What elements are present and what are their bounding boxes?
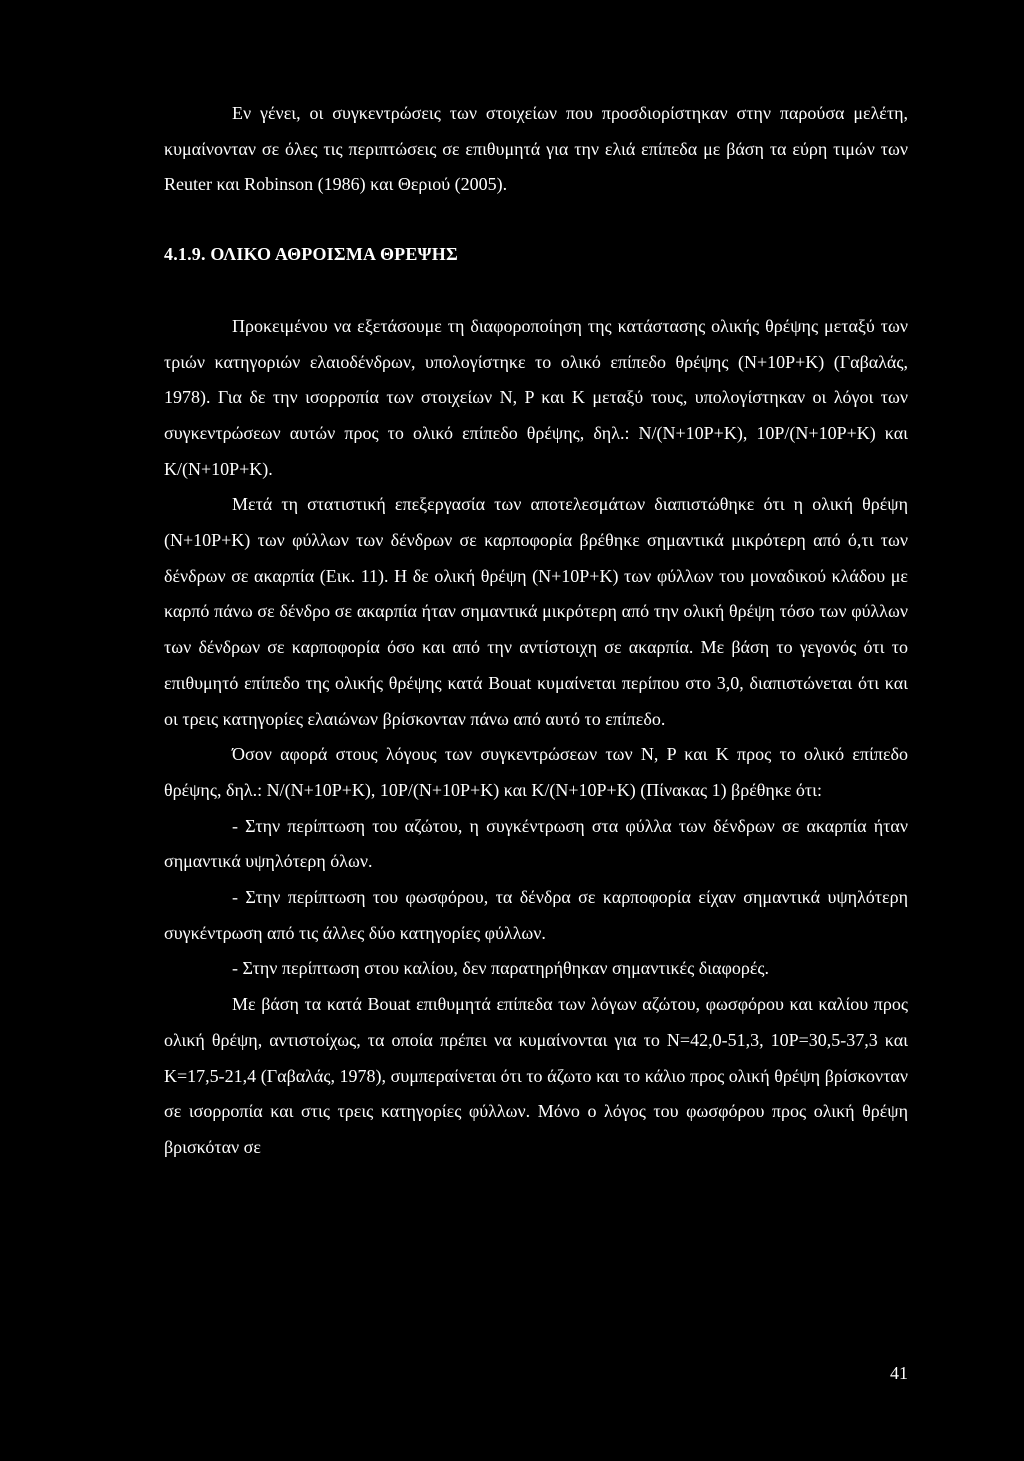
paragraph-3: Όσον αφορά στους λόγους των συγκεντρώσεων των N, P και K προς το ολικό επίπεδο θρέψης, δηλ.: N/(N+10P+K), 10P/(N+10P+K) και K/(N+10P+K) (Πίνακας 1) βρέθηκε ότι: xyxy=(164,744,908,800)
paragraph-1: Προκειμένου να εξετάσουμε τη διαφοροποίηση της κατάστασης ολικής θρέψης μεταξύ των τριών κατηγοριών ελαιοδένδρων, υπολογίστηκε το ολικό επίπεδο θρέψης (N+10P+K) (Γαβαλάς, 1978). Για δε την ισορροπία των στοιχείων N, P και K μεταξύ τους, υπολογίστηκαν οι λόγοι των συγκεντρώσεων αυτών προς το ολικό επίπεδο θρέψης, δηλ.: N/(N+10P+K), 10P/(N+10P+K) και K/(N+10P+K). xyxy=(164,315,908,479)
paragraph-4: Με βάση τα κατά Bouat επιθυμητά επίπεδα των λόγων αζώτου, φωσφόρου και καλίου προς ολική θρέψη, αντιστοίχως, τα οποία πρέπει να κυμαίνονται για το N=42,0-51,3, 10P=30,5-37,3 και K=17,5-21,4 (Γαβαλάς, 1978), συμπεραίνεται ότι το άζωτο και το κάλιο προς ολική θρέψη βρίσκονταν σε ισορροπία και στις τρεις κατηγορίες φύλλων. Μόνο ο λόγος του φωσφόρου προς ολική θρέψη βρισκόταν σε xyxy=(164,994,908,1157)
document-body xyxy=(164,96,908,1166)
bullet-potassium: - Στην περίπτωση στου καλίου, δεν παρατηρήθηκαν σημαντικές διαφορές. xyxy=(232,958,770,979)
bullet-phosphorus: - Στην περίπτωση του φωσφόρου, τα δένδρα σε καρποφορία είχαν σημαντικά υψηλότερη συγκέντρωση από τις άλλες δύο κατηγορίες φύλλων. xyxy=(164,887,908,943)
page-number: 41 xyxy=(890,1363,908,1383)
paragraph-2: Μετά τη στατιστική επεξεργασία των αποτελεσμάτων διαπιστώθηκε ότι η ολική θρέψη (N+10P+K) των φύλλων των δένδρων σε καρποφορία βρέθηκε σημαντικά μικρότερη από ό,τι των δένδρων σε ακαρπία (Εικ. 11). Η δε ολική θρέψη (N+10P+K) των φύλλων του μοναδικού κλάδου με καρπό πάνω σε δένδρο σε ακαρπία ήταν σημαντικά μικρότερη από την ολική θρέψη τόσο των φύλλων των δένδρων σε καρποφορία όσο και από την αντίστοιχη σε ακαρπία. Με βάση το γεγονός ότι το επιθυμητό επίπεδο της ολικής θρέψης κατά Bouat κυμαίνεται περίπου στο 3,0, διαπιστώνεται ότι και οι τρεις κατηγορίες ελαιώνων βρίσκονταν πάνω από αυτό το επίπεδο. xyxy=(164,494,908,729)
bullet-nitrogen: - Στην περίπτωση του αζώτου, η συγκέντρωση στα φύλλα των δένδρων σε ακαρπία ήταν σημαντικά υψηλότερη όλων. xyxy=(164,815,908,872)
section-heading: 4.1.9. ΟΛΙΚΟ ΑΘΡΟΙΣΜΑ ΘΡΕΨΗΣ xyxy=(164,244,458,265)
paragraph-intro: Εν γένει, οι συγκεντρώσεις των στοιχείων που προσδιορίστηκαν στην παρούσα μελέτη, κυμαίνονταν σε όλες τις περιπτώσεις σε επιθυμητά για την ελιά επίπεδα με βάση τα εύρη τιμών των Reuter και Robinson (1986) και Θεριού (2005). xyxy=(164,103,908,195)
